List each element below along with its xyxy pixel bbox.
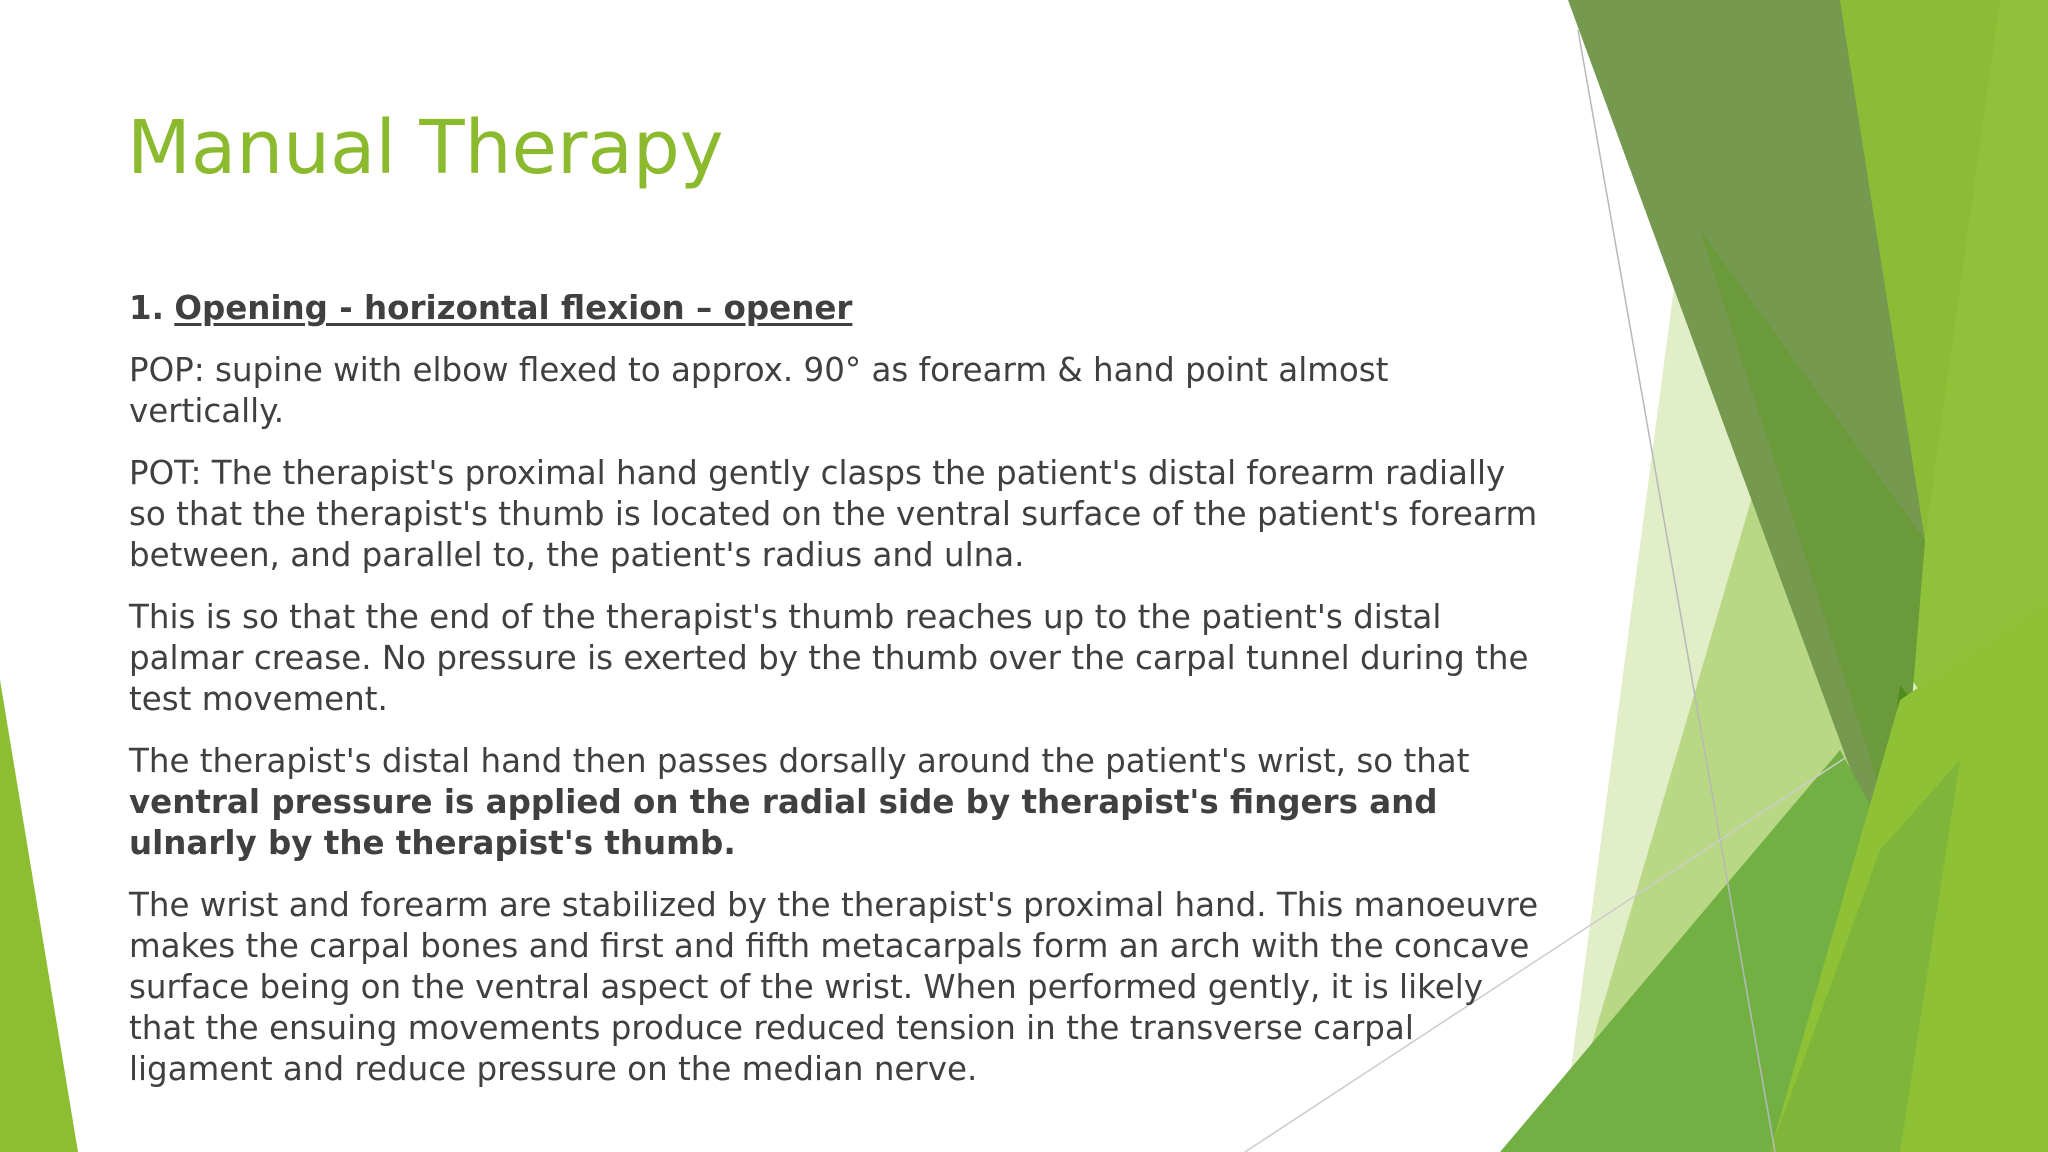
distal-hand-paragraph	[129, 741, 1549, 864]
pot-paragraph: POT: The therapist's proximal hand gently clasps the patient's distal forearm radially so that the therapist's thumb is located on the ventral surface of the patient's forearm between, and parallel to, the patient's radius and ulna.	[129, 454, 1538, 574]
thumb-paragraph: This is so that the end of the therapist's thumb reaches up to the patient's distal palmar crease. No pressure is exerted by the thumb over the carpal tunnel during the test movement.	[129, 598, 1529, 718]
slide-title: Manual Therapy	[127, 105, 724, 191]
pop-paragraph: POP: supine with elbow flexed to approx. 90° as forearm & hand point almost vertically.	[129, 351, 1389, 430]
left-green-facet	[0, 680, 78, 1152]
distal-hand-text: The therapist's distal hand then passes dorsally around the patient's wrist, so that	[129, 742, 1470, 780]
heading-text: Opening - horizontal flexion – opener	[174, 289, 853, 327]
stabilize-paragraph: The wrist and forearm are stabilized by the therapist's proximal hand. This manoeuvre makes the carpal bones and first and fifth metacarpals form an arch with the concave surface being on the ventral aspect of the wrist. When performed gently, it is likely that the ensuing movements produce reduced tension in the transverse carpal ligament and reduce pressure on the median nerve.	[129, 886, 1539, 1088]
heading-number: 1.	[129, 289, 164, 327]
slide-body	[129, 288, 1549, 1111]
section-heading	[129, 288, 1549, 329]
distal-hand-bold-text: ventral pressure is applied on the radial side by therapist's fingers and ulnarly by the therapist's thumb.	[129, 783, 1438, 862]
